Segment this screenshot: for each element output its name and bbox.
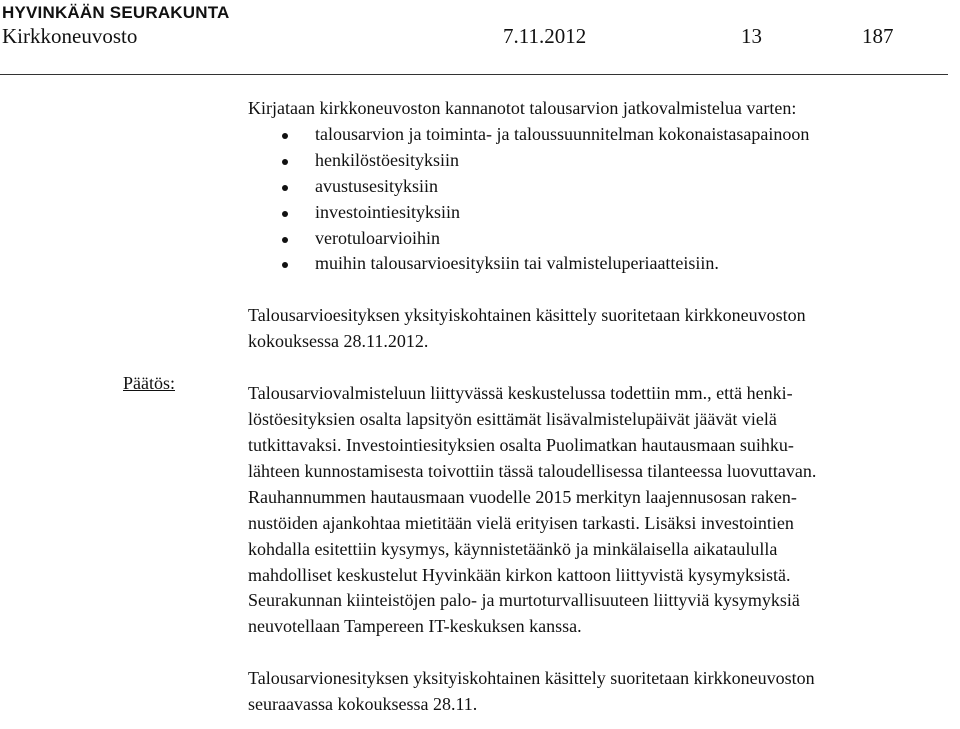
paragraph-line: seuraavassa kokouksessa 28.11. — [248, 694, 478, 715]
decision-line: Rauhannummen hautausmaan vuodelle 2015 merkityn laajennusosan raken- — [248, 486, 797, 507]
organization-name: HYVINKÄÄN SEURAKUNTA — [2, 3, 230, 22]
paragraph-line: kokouksessa 28.11.2012. — [248, 331, 429, 352]
list-item — [248, 251, 960, 277]
bullet-icon — [282, 159, 288, 165]
meeting-body: Kirkkoneuvosto — [2, 24, 138, 48]
header-divider — [0, 74, 948, 75]
decision-paragraph — [248, 381, 960, 640]
decision-line: tutkittavaksi. Investointiesityksien osalta Puolimatkan hautausmaan suihku- — [248, 434, 794, 455]
decision-line: nustöiden ajankohtaa mietitään vielä erityisen tarkasti. Lisäksi investointien — [248, 512, 794, 533]
handling-paragraph — [248, 303, 960, 355]
section-number: 13 — [741, 24, 762, 48]
bullet-icon — [282, 237, 288, 243]
list-item-text: henkilöstöesityksiin — [315, 149, 459, 170]
decision-line: Seurakunnan kiinteistöjen palo- ja murtoturvallisuuteen liittyviä kysymyksiä — [248, 590, 800, 611]
list-item — [248, 148, 960, 174]
header-meta-row — [2, 24, 952, 48]
decision-line: Talousarviovalmisteluun liittyvässä keskustelussa todettiin mm., että henki- — [248, 383, 793, 404]
bullet-icon — [282, 211, 288, 217]
followup-paragraph — [248, 666, 960, 718]
list-item — [248, 200, 960, 226]
bullet-list — [248, 122, 960, 277]
decision-label: Päätös: — [123, 373, 175, 393]
list-item — [248, 174, 960, 200]
list-item-text: talousarvion ja toiminta- ja taloussuunnitelman kokonaistasapainoon — [315, 123, 810, 144]
paragraph-line: Talousarvioesityksen yksityiskohtainen käsittely suoritetaan kirkkoneuvoston — [248, 305, 806, 326]
list-item-text: investointiesityksiin — [315, 201, 461, 222]
meeting-date: 7.11.2012 — [503, 24, 587, 48]
list-item-text: muihin talousarvioesityksiin tai valmisteluperiaatteisiin. — [315, 253, 719, 274]
bullet-icon — [282, 185, 288, 191]
list-item — [248, 122, 960, 148]
page-number: 187 — [862, 24, 894, 48]
decision-line: löstöesityksien osalta lapsityön esittämät lisävalmistelupäivät jäävät vielä — [248, 409, 777, 430]
list-item-text: verotuloarvioihin — [315, 227, 440, 248]
list-item-text: avustusesityksiin — [315, 175, 439, 196]
intro-paragraph: Kirjataan kirkkoneuvoston kannanotot talousarvion jatkovalmistelua varten: — [248, 98, 797, 118]
spacer — [248, 355, 960, 381]
bullet-icon — [282, 262, 288, 268]
spacer — [248, 277, 960, 303]
decision-line: mahdolliset keskustelut Hyvinkään kirkon kattoon liittyvistä kysymyksistä. — [248, 564, 791, 585]
list-item — [248, 226, 960, 252]
spacer — [248, 640, 960, 666]
decision-line: neuvotellaan Tampereen IT-keskuksen kanssa. — [248, 616, 582, 637]
decision-line: lähteen kunnostamisesta toivottiin tässä taloudellisessa tilanteessa luovuttavan. — [248, 460, 817, 481]
decision-line: kohdalla esitettiin kysymys, käynnistetäänkö ja minkälaisella aikataululla — [248, 538, 778, 559]
bullet-icon — [282, 133, 288, 139]
document-body — [248, 96, 960, 718]
paragraph-line: Talousarvionesityksen yksityiskohtainen käsittely suoritetaan kirkkoneuvoston — [248, 668, 815, 689]
